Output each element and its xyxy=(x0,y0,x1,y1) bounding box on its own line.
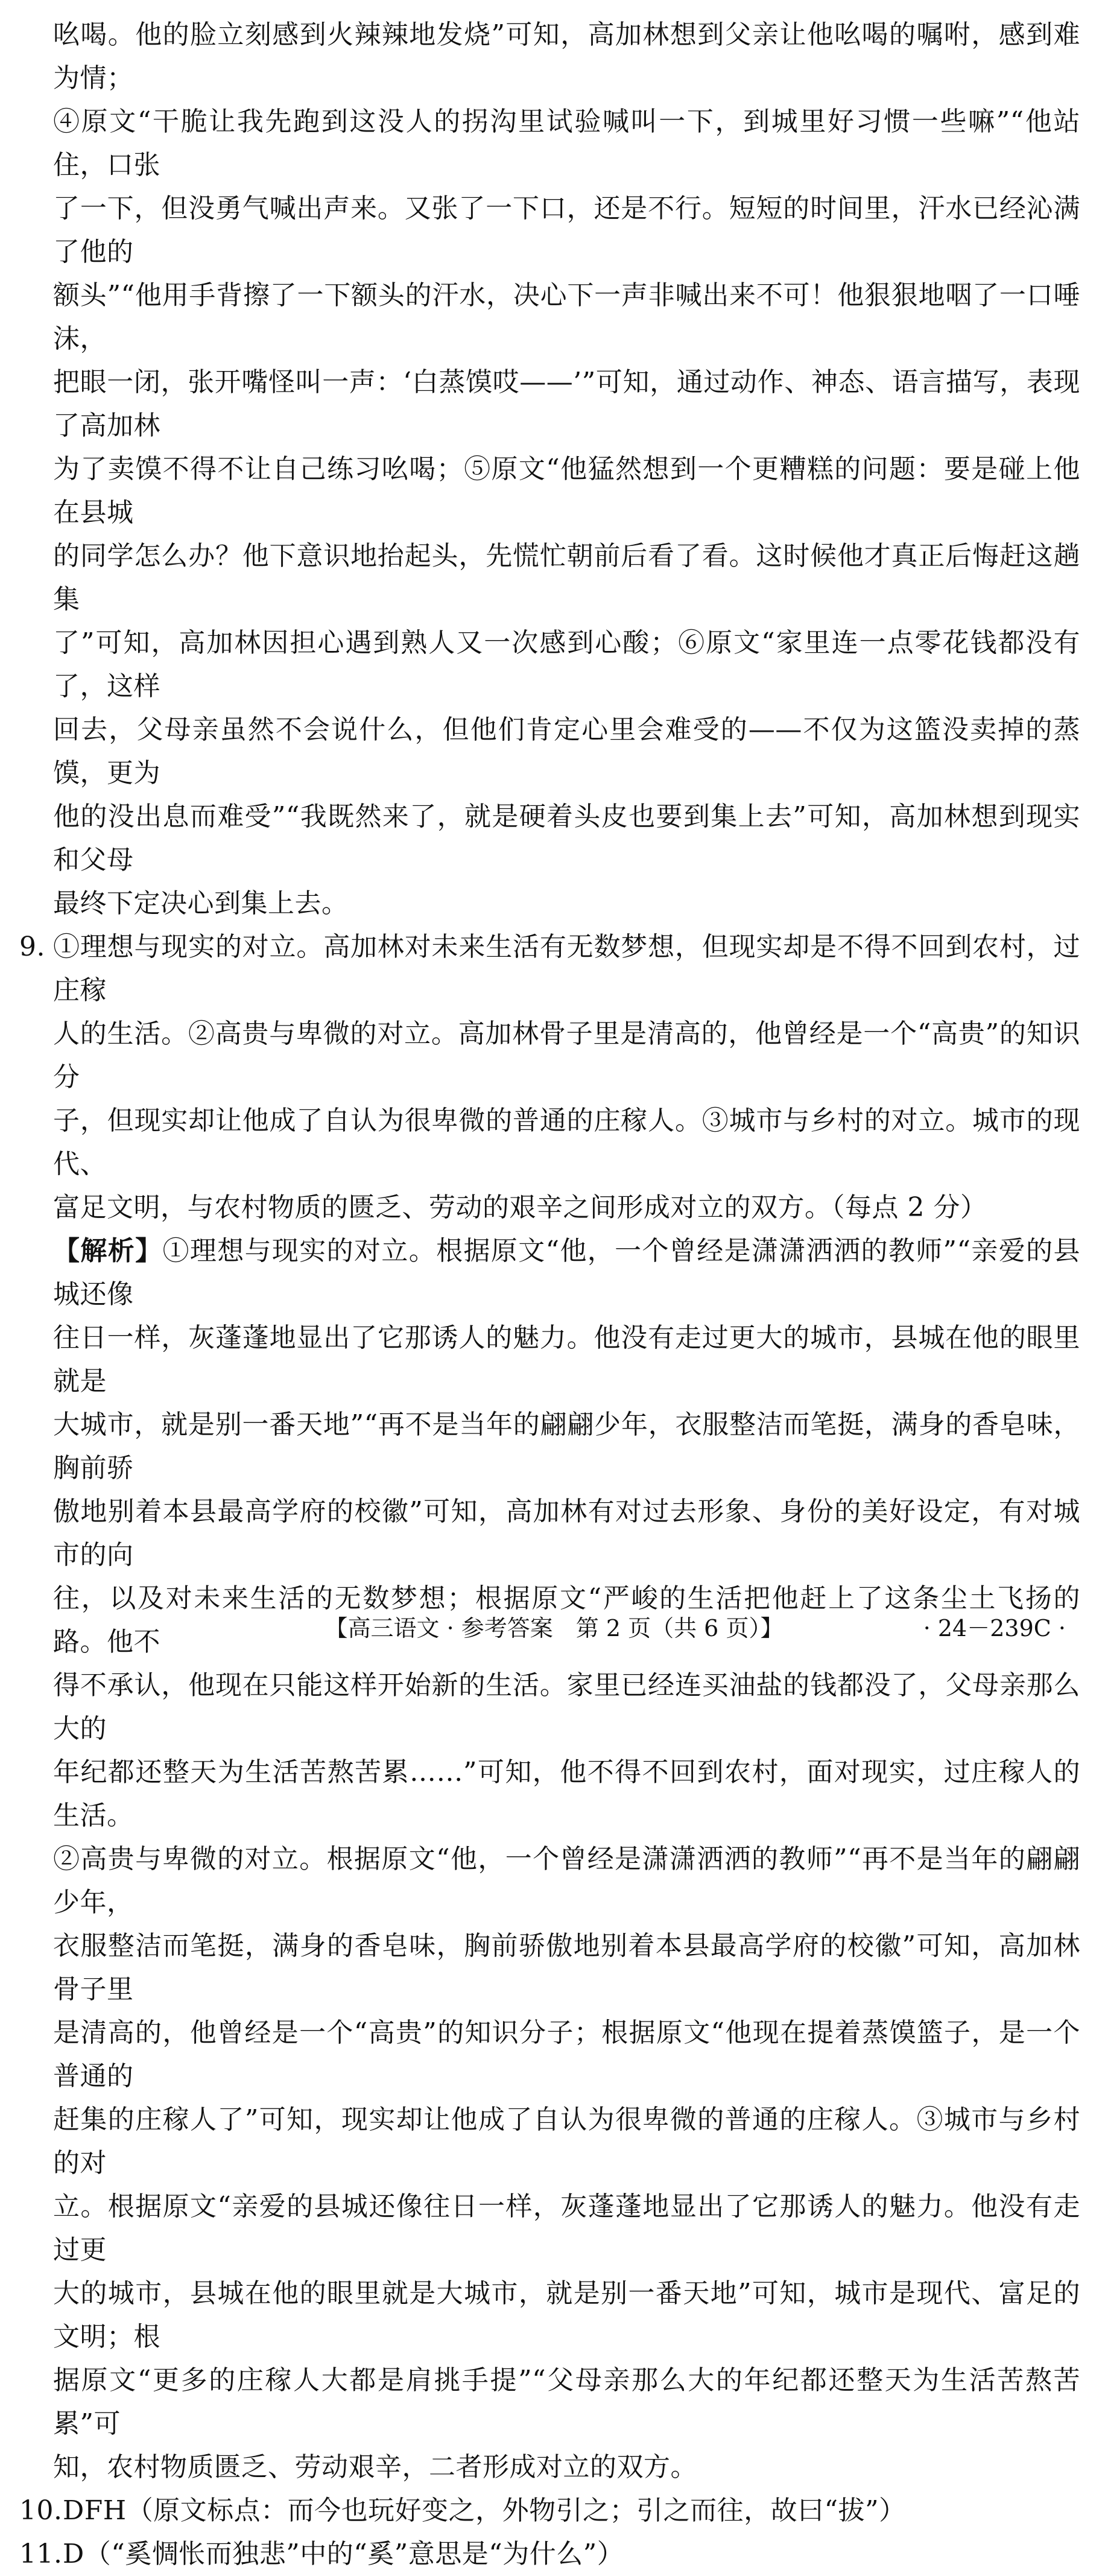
question-number: 11. xyxy=(19,2539,63,2569)
analysis-line: 傲地别着本县最高学府的校徽”可知，高加林有对过去形象、身份的美好设定，有对城市的向 xyxy=(53,1496,1080,1570)
answer-line: 人的生活。②高贵与卑微的对立。高加林骨子里是清高的，他曾经是一个“高贵”的知识分 xyxy=(53,1018,1080,1093)
analysis-line: 知，农村物质匮乏、劳动艰辛，二者形成对立的双方。 xyxy=(53,2452,697,2482)
text-line: ④原文“干脆让我先跑到这没人的拐沟里试验喊叫一下，到城里好习惯一些嘛”“他站住，口张 xyxy=(53,106,1080,180)
analysis-line: 据原文“更多的庄稼人大都是肩挑手提”“父母亲那么大的年纪都还整天为生活苦熬苦累”可 xyxy=(53,2365,1080,2439)
analysis-first-line xyxy=(53,1229,1080,1316)
analysis-line: 赶集的庄稼人了”可知，现实却让他成了自认为很卑微的普通的庄稼人。③城市与乡村的对 xyxy=(53,2104,1080,2178)
question-11 xyxy=(19,2533,1080,2576)
text-line: 回去，父母亲虽然不会说什么，但他们肯定心里会难受的——不仅为这篮没卖掉的蒸馍，更为 xyxy=(53,714,1080,788)
answer-line: D（“奚惆怅而独悲”中的“奚”意思是“为什么”） xyxy=(63,2539,624,2569)
analysis-line: 立。根据原文“亲爱的县城还像往日一样，灰蓬蓬地显出了它那诱人的魅力。他没有走过更 xyxy=(53,2191,1080,2265)
question-number: 10. xyxy=(19,2495,63,2526)
text-line: 额头”“他用手背擦了一下额头的汗水，决心下一声非喊出来不可！他狠狠地咽了一口唾沫， xyxy=(53,280,1080,354)
answer-line: DFH（原文标点：而今也玩好变之，外物引之；引之而往，故曰“拔”） xyxy=(63,2495,906,2526)
analysis-label: 【解析】 xyxy=(53,1236,163,1266)
question-9 xyxy=(19,925,1081,2489)
analysis-line: 年纪都还整天为生活苦熬苦累……”可知，他不得不回到农村，面对现实，过庄稼人的生活。 xyxy=(53,1757,1080,1831)
text-line: 吆喝。他的脸立刻感到火辣辣地发烧”可知，高加林想到父亲让他吆喝的嘱咐，感到难为情； xyxy=(53,19,1080,94)
answer-line: ①理想与现实的对立。高加林对未来生活有无数梦想，但现实却是不得不回到农村，过庄稼 xyxy=(53,931,1080,1006)
text-line: 把眼一闭，张开嘴怪叫一声：‘白蒸馍哎——’”可知，通过动作、神态、语言描写，表现了高加林 xyxy=(53,367,1080,441)
text-line: 为了卖馍不得不让自己练习吆喝；⑤原文“他猛然想到一个更糟糕的问题：要是碰上他在县城 xyxy=(53,454,1080,528)
analysis-line: 往，以及对未来生活的无数梦想；根据原文“严峻的生活把他赶上了这条尘土飞扬的路。他不 xyxy=(53,1583,1080,1657)
footer-code: · 24－239C · xyxy=(923,1615,1066,1642)
text-line: 了”可知，高加林因担心遇到熟人又一次感到心酸；⑥原文“家里连一点零花钱都没有了，这样 xyxy=(53,627,1080,702)
text-line: 了一下，但没勇气喊出声来。又张了一下口，还是不行。短短的时间里，汗水已经沁满了他的 xyxy=(53,193,1080,267)
analysis-line: 大城市，就是别一番天地”“再不是当年的翩翩少年，衣服整洁而笔挺，满身的香皂味，胸前骄 xyxy=(53,1409,1080,1483)
answer-line: 子，但现实却让他成了自认为很卑微的普通的庄稼人。③城市与乡村的对立。城市的现代、 xyxy=(53,1105,1080,1179)
analysis-line: 是清高的，他曾经是一个“高贵”的知识分子；根据原文“他现在提着蒸馍篮子，是一个普通的 xyxy=(53,2017,1080,2092)
question-10 xyxy=(19,2489,1080,2533)
analysis-line: ②高贵与卑微的对立。根据原文“他，一个曾经是潇潇洒洒的教师”“再不是当年的翩翩少年， xyxy=(53,1844,1080,1918)
text-line: 他的没出息而难受”“我既然来了，就是硬着头皮也要到集上去”可知，高加林想到现实和父母 xyxy=(53,801,1080,875)
text-line: 最终下定决心到集上去。 xyxy=(53,888,349,919)
analysis-line: 衣服整洁而笔挺，满身的香皂味，胸前骄傲地别着本县最高学府的校徽”可知，高加林骨子里 xyxy=(53,1930,1080,2005)
footer-page-info: 【高三语文 · 参考答案 第 2 页（共 6 页）】 xyxy=(324,1615,784,1642)
answer-line: 富足文明，与农村物质的匮乏、劳动的艰辛之间形成对立的双方。（每点 2 分） xyxy=(53,1192,987,1223)
analysis-line: 往日一样，灰蓬蓬地显出了它那诱人的魅力。他没有走过更大的城市，县城在他的眼里就是 xyxy=(53,1322,1080,1397)
analysis-line: 得不承认，他现在只能这样开始新的生活。家里已经连买油盐的钱都没了，父母亲那么大的 xyxy=(53,1670,1080,1744)
question-number: 9. xyxy=(19,931,45,962)
continued-analysis-block xyxy=(42,13,1080,925)
analysis-text: ①理想与现实的对立。根据原文“他，一个曾经是潇潇洒洒的教师”“亲爱的县城还像 xyxy=(53,1236,1081,1310)
text-line: 的同学怎么办？他下意识地抬起头，先慌忙朝前后看了看。这时候他才真正后悔赶这趟集 xyxy=(53,541,1080,615)
analysis-line: 大的城市，县城在他的眼里就是大城市，就是别一番天地”可知，城市是现代、富足的文明；根 xyxy=(53,2278,1080,2352)
